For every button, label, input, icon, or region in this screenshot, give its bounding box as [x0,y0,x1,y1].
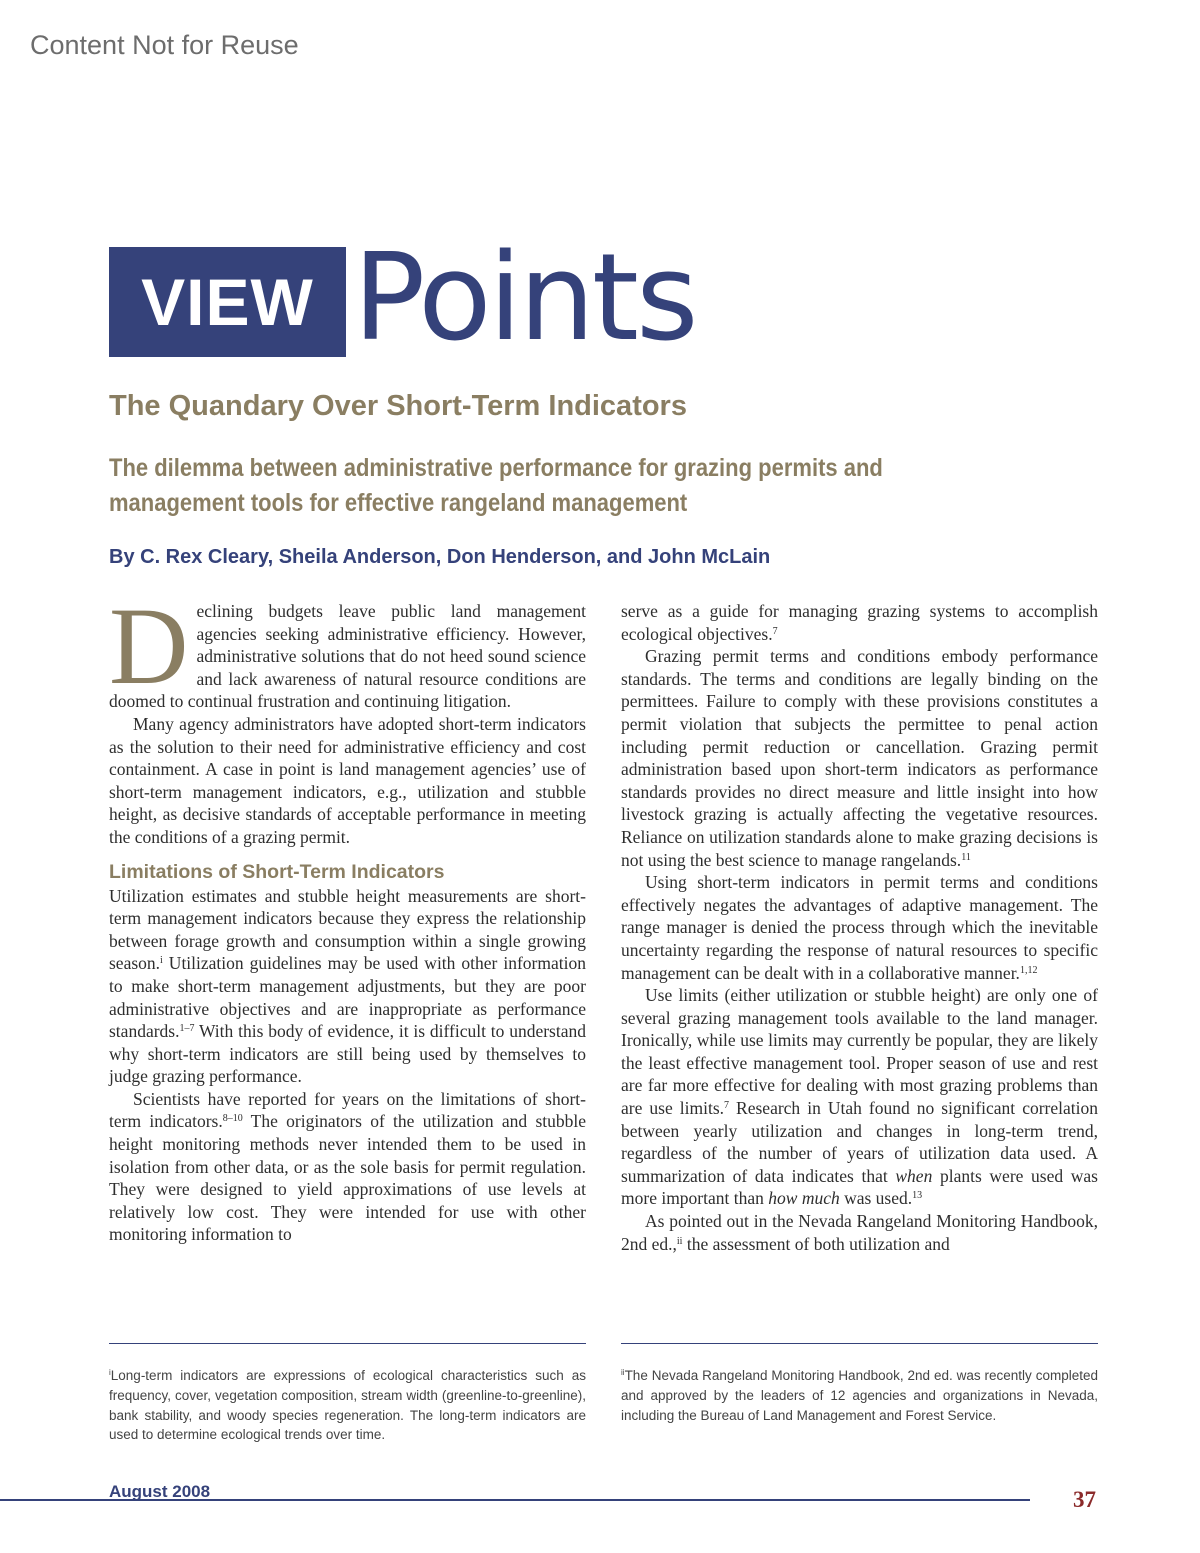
footnote-divider-left [109,1343,586,1344]
article-subtitle: The dilemma between administrative performance for grazing permits and management tools for effective rangeland management [109,454,883,517]
footnote-ref[interactable]: ii [676,1235,683,1247]
drop-cap: D [109,585,189,707]
citation-ref: 13 [912,1190,923,1202]
footnote-left: $^i$Long-term indicators are expressions of ecological characteristics such as frequency, cover, vegetation composition, stream width (greenline-to-greenline), bank stability, and woody species regeneration. The long-term indicators are used to determine ecological trends over time. [109,1368,586,1443]
page-number: 37 [1073,1487,1096,1512]
logo-view-box: VIEW [109,247,346,357]
citation-ref: 1–7 [179,1023,195,1035]
footnote-mark: i [109,1368,111,1377]
paragraph: Using short-term indicators in permit terms and conditions effectively negates the advantages of adaptive management. The range manager is denied the process through which the inevitable uncertainty regarding the response of natural resources to specific management can be dealt with in a collaborative manner.$^{1,12}$ [621,872,1098,983]
paragraph: Grazing permit terms and conditions embody performance standards. The terms and conditions are legally binding on the permittees. Failure to comply with these provisions constitutes a permit violation that subjects the permittee to penal action including permit reduction or cancellation. Grazing permit administration based upon short-term indicators as performance standards provides no direct measure and little insight into how livestock grazing is actually affecting the vegetative resources. Reliance on utilization standards alone to make grazing decisions is not using the best science to manage rangelands.$^{11}$ [621,646,1098,870]
citation-ref: 7 [772,625,778,637]
paragraph-intro [109,585,586,713]
logo-points-word: Points [353,229,696,368]
footnote-ref[interactable]: i [160,955,163,967]
emphasis: when [895,1165,933,1186]
paragraph: serve as a guide for managing grazing systems to accomplish ecological objectives.$^7$ [621,601,1098,644]
paragraph: As pointed out in the Nevada Rangeland Monitoring Handbook, 2nd ed.,$^{ii}$ the assessment of both utilization and [621,1211,1098,1254]
section-heading: Limitations of Short-Term Indicators [109,860,445,883]
citation-ref: 7 [724,1100,730,1112]
citation-ref: 8–10 [222,1113,243,1125]
paragraph: Scientists have reported for years on the limitations of short-term indicators.$^{8-10}$ The originators of the utilization and stubble height monitoring methods never intended them to be used in isolation from other data, or as the sole basis for permit regulation. They were designed to yield approximations of use levels at relatively low cost. They were intended for use with other monitoring information to [109,1088,586,1245]
paragraph: Use limits (either utilization or stubble height) are only one of several grazing management tools available to the land manager. Ironically, while use limits may currently be popular, they are likely the least effective management tool. Proper season of use and rest are far more effective for dealing with most grazing problems than are use limits.$^7$ Research in Utah found no significant correlation between yearly utilization and changes in long-term trend, regardless of the number of years of utilization data used. A summarization of data indicates that when plants were used was more important than how much was used.$^{13}$ [621,985,1098,1209]
left-column [109,585,586,1246]
watermark-text: Content Not for Reuse [30,30,299,60]
paragraph: Many agency administrators have adopted short-term indicators as the solution to their need for administrative efficiency and cost containment. A case in point is land management agencies’ use of short-term management indicators, e.g., utilization and stubble height, as decisive standards of acceptable performance in meeting the conditions of a grazing permit. [109,713,586,847]
right-column [621,600,1098,1255]
article-byline: By C. Rex Cleary, Sheila Anderson, Don Henderson, and John McLain [109,546,771,568]
footnote-right: $^{ii}$The Nevada Rangeland Monitoring Handbook, 2nd ed. was recently completed and approved by the leaders of 12 agencies and organizations in Nevada, including the Bureau of Land Management and Forest Service. [621,1368,1098,1423]
paragraph: Utilization estimates and stubble height measurements are short-term management indicators because they express the relationship between forage growth and consumption within a single growing season.$^i$ Utilization guidelines may be used with other information to make short-term management adjustments, but they are poor administrative objectives and are inappropriate as performance standards.$^{1-7}$ With this body of evidence, it is difficult to understand why short-term indicators are still being used by themselves to judge grazing performance. [109,885,586,1087]
issue-date: August 2008 [109,1482,211,1501]
citation-ref: 1,12 [1019,964,1038,976]
intro-text: eclining budgets leave public land management agencies seeking administrative efficiency. However, administrative solutions that do not heed sound science and lack awareness of natural resource conditions are doomed to continual frustration and continuing litigation. [109,601,586,712]
citation-ref: 11 [961,851,971,863]
emphasis: how much [768,1188,840,1209]
footnote-mark: ii [621,1368,625,1377]
article-title: The Quandary Over Short-Term Indicators [109,390,687,422]
footnote-divider-right [621,1343,1098,1344]
